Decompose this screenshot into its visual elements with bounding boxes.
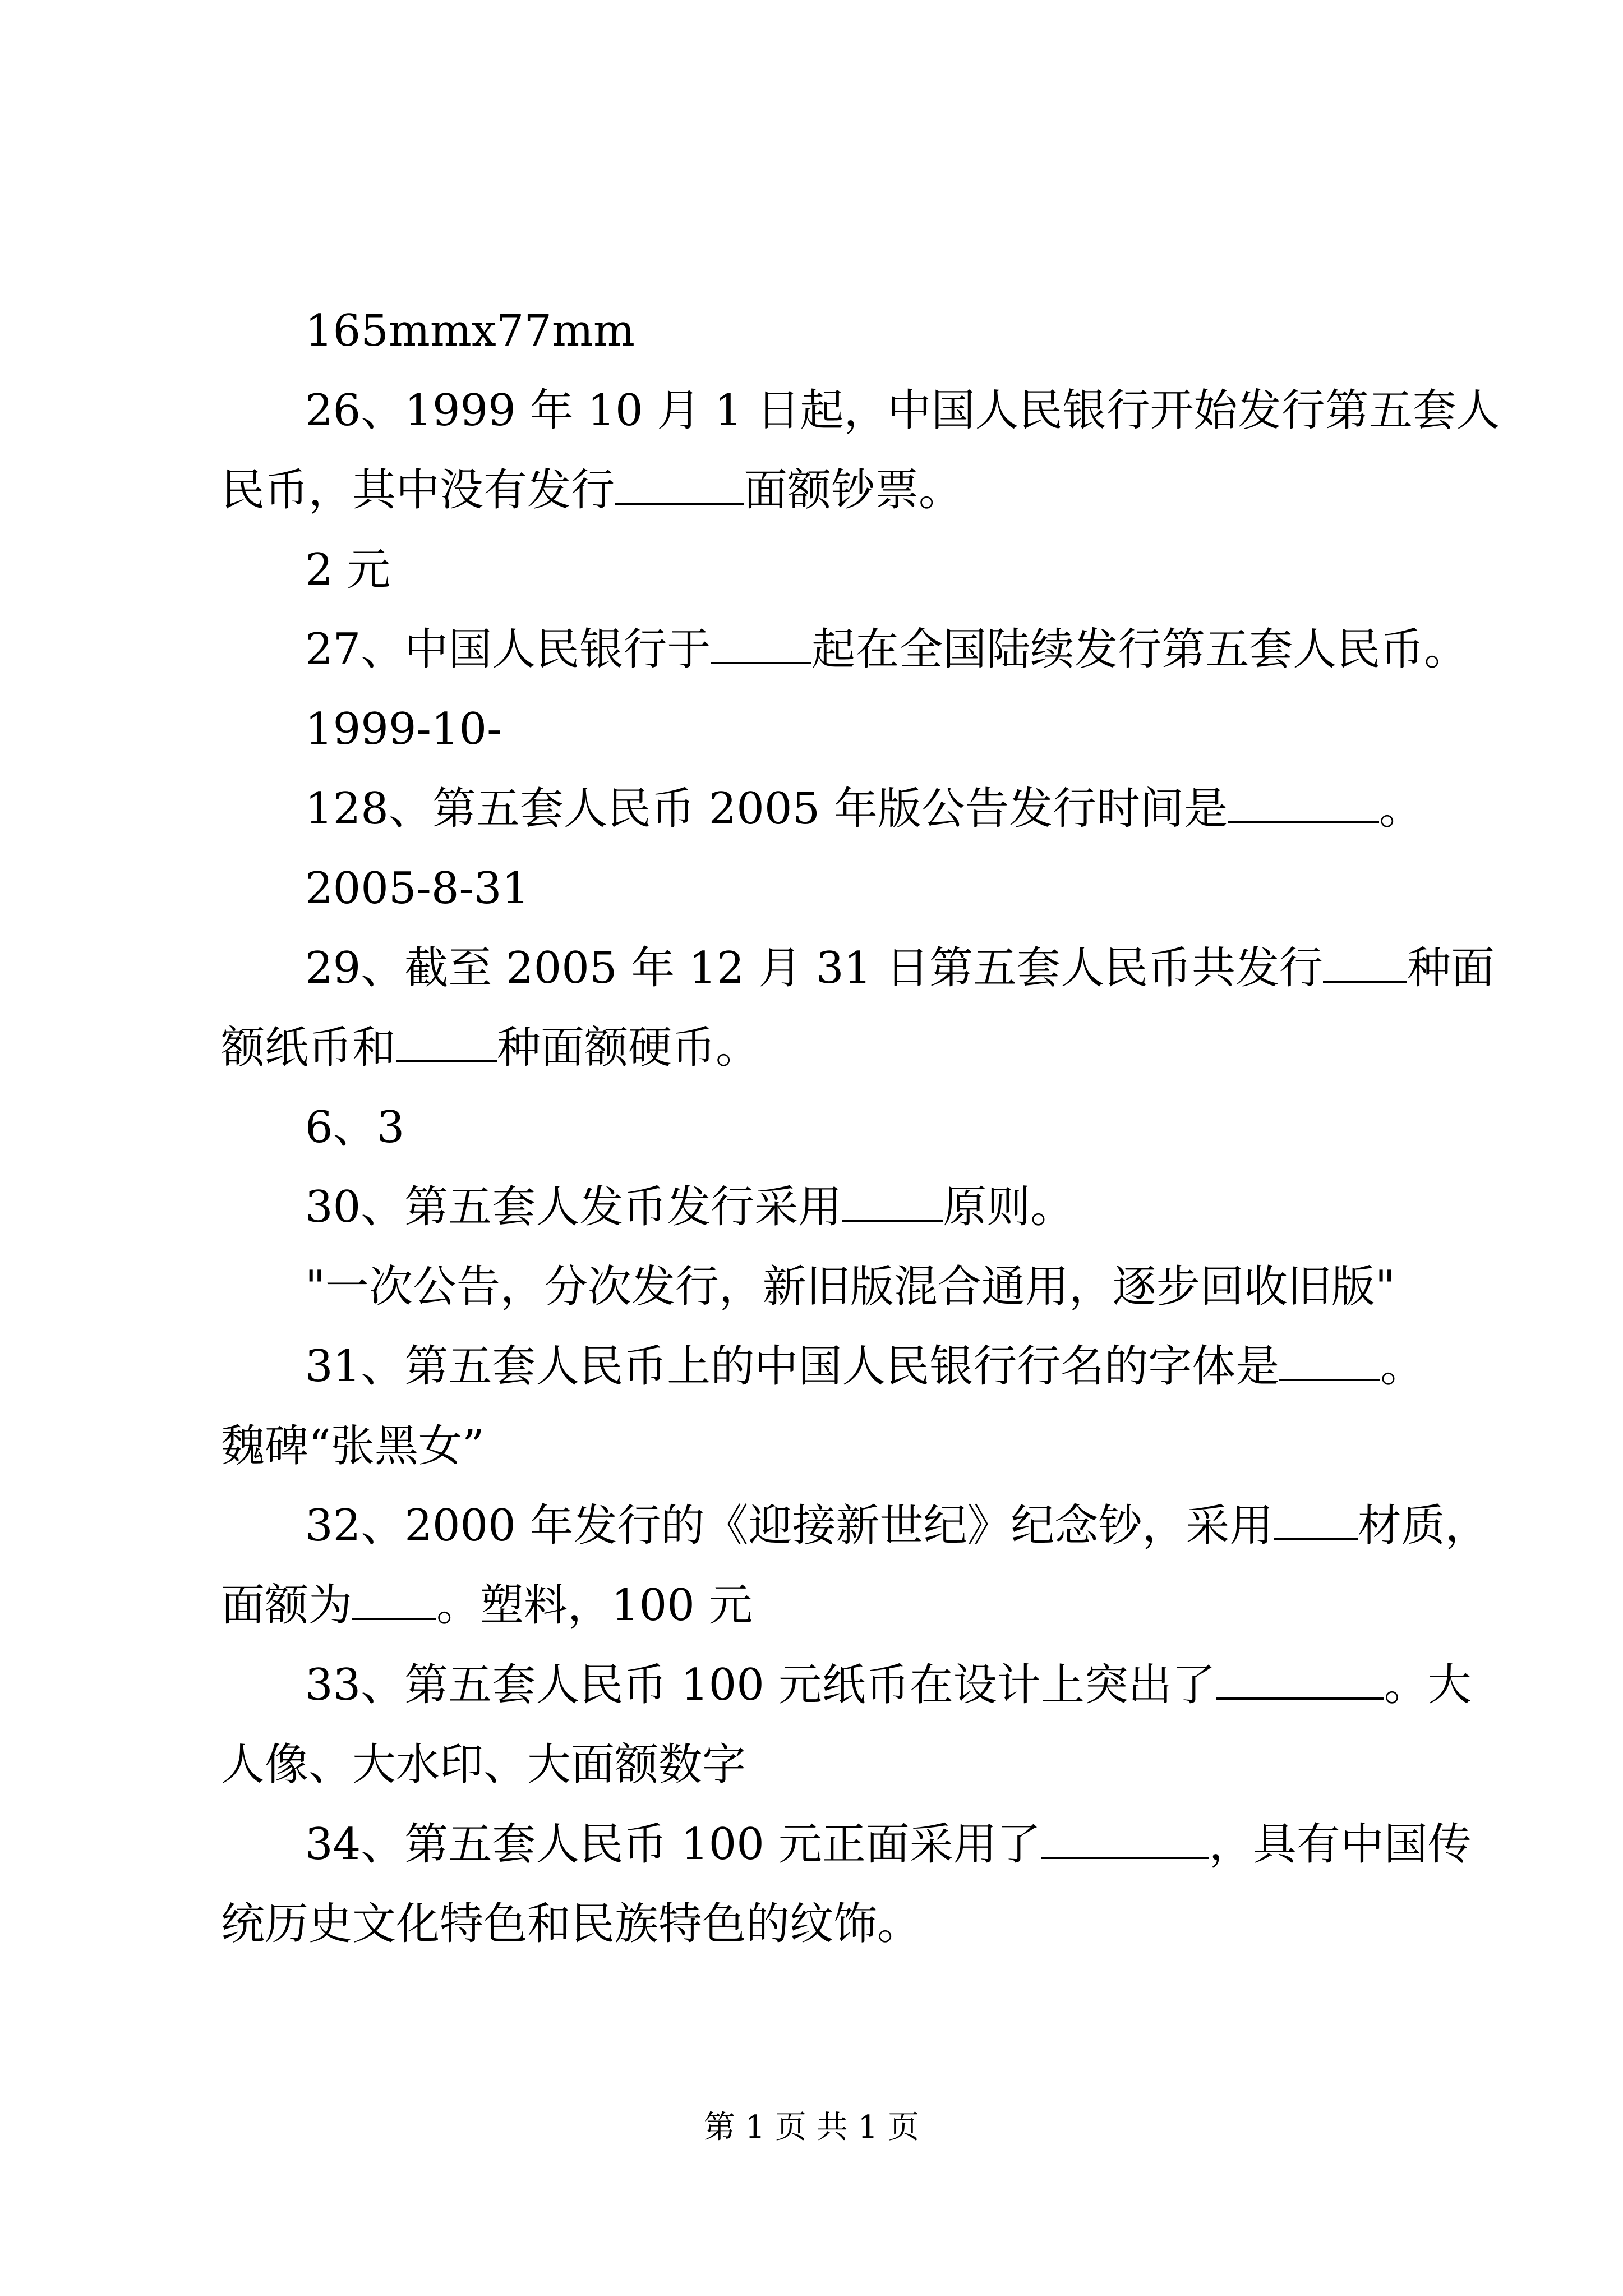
question-text: 种面 <box>1407 943 1495 993</box>
fill-blank <box>1274 1499 1358 1540</box>
question-text: 。塑料，100 元 <box>436 1580 753 1631</box>
question-text: ，具有中国传 <box>1209 1819 1472 1870</box>
question-text: 材质， <box>1357 1501 1489 1551</box>
question-line-34 <box>305 1816 1472 1872</box>
question-text: 30、第五套人发币发行采用 <box>305 1182 842 1232</box>
question-text: 。 <box>1380 1341 1424 1392</box>
fill-blank <box>711 623 811 664</box>
question-text: 。 <box>1378 784 1423 834</box>
question-line-28 <box>305 781 1423 837</box>
answer-line <box>221 1418 485 1474</box>
fill-blank <box>1041 1818 1209 1859</box>
answer-text: 2005-8-31 <box>305 863 530 914</box>
question-text: 26、1999 年 10 月 1 日起，中国人民银行开始发行第五套人 <box>305 385 1500 436</box>
fill-blank <box>842 1180 943 1222</box>
answer-text: 魏碑“张黑女” <box>221 1421 485 1471</box>
answer-line <box>305 701 501 757</box>
question-text: 民币，其中没有发行 <box>221 465 615 516</box>
answer-text: 2 元 <box>305 545 391 595</box>
answer-line <box>305 542 390 598</box>
question-text: 起在全国陆续发行第五套人民币。 <box>811 624 1468 675</box>
question-text: 面额钞票。 <box>744 465 963 516</box>
fill-blank <box>615 463 744 505</box>
question-line-29-cont <box>221 1020 759 1076</box>
question-text: 。大 <box>1384 1660 1472 1710</box>
page-number: 第 1 页 共 1 页 <box>703 2109 920 2146</box>
answer-line <box>305 1099 404 1156</box>
question-line-30 <box>305 1179 1074 1235</box>
answer-line <box>305 861 529 917</box>
fill-blank <box>1323 941 1407 983</box>
question-line-32 <box>305 1498 1489 1554</box>
question-line-27 <box>305 622 1468 678</box>
answer-text: 165mmx77mm <box>305 306 635 356</box>
question-text: 31、第五套人民币上的中国人民银行行名的字体是 <box>305 1341 1280 1392</box>
fill-blank <box>352 1579 436 1620</box>
question-text: 128、第五套人民币 2005 年版公告发行时间是 <box>305 784 1228 834</box>
answer-text: 6、3 <box>305 1102 405 1153</box>
answer-line <box>221 1737 746 1793</box>
answer-text: "一次公告，分次发行，新旧版混合通用，逐步回收旧版" <box>305 1262 1395 1312</box>
answer-line <box>305 303 635 359</box>
answer-line <box>305 1259 1395 1315</box>
question-line-29 <box>305 940 1495 996</box>
question-text: 33、第五套人民币 100 元纸币在设计上突出了 <box>305 1660 1216 1710</box>
question-text: 27、中国人民银行于 <box>305 624 711 675</box>
question-line-33 <box>305 1657 1472 1713</box>
question-line-26 <box>305 383 1500 439</box>
question-text: 原则。 <box>943 1182 1075 1232</box>
fill-blank <box>1279 1340 1380 1381</box>
fill-blank <box>1228 782 1379 823</box>
question-line-31 <box>305 1338 1424 1395</box>
answer-text: 人像、大水印、大面额数字 <box>221 1740 746 1790</box>
answer-text: 1999-10- <box>305 704 502 754</box>
question-text: 29、截至 2005 年 12 月 31 日第五套人民币共发行 <box>305 943 1324 993</box>
question-text: 种面额硬币。 <box>497 1023 760 1073</box>
question-text: 34、第五套人民币 100 元正面采用了 <box>305 1819 1041 1870</box>
page-footer <box>0 2108 1623 2147</box>
question-text: 额纸币和 <box>221 1023 396 1073</box>
fill-blank <box>1216 1658 1384 1700</box>
question-text: 统历史文化特色和民族特色的纹饰。 <box>221 1899 921 1949</box>
question-text: 32、2000 年发行的《迎接新世纪》纪念钞，采用 <box>305 1501 1274 1551</box>
fill-blank <box>396 1021 497 1062</box>
question-text: 面额为 <box>221 1580 353 1631</box>
question-line-34-cont <box>221 1896 921 1952</box>
question-line-32-cont <box>221 1577 753 1634</box>
question-line-26-cont <box>221 462 962 518</box>
